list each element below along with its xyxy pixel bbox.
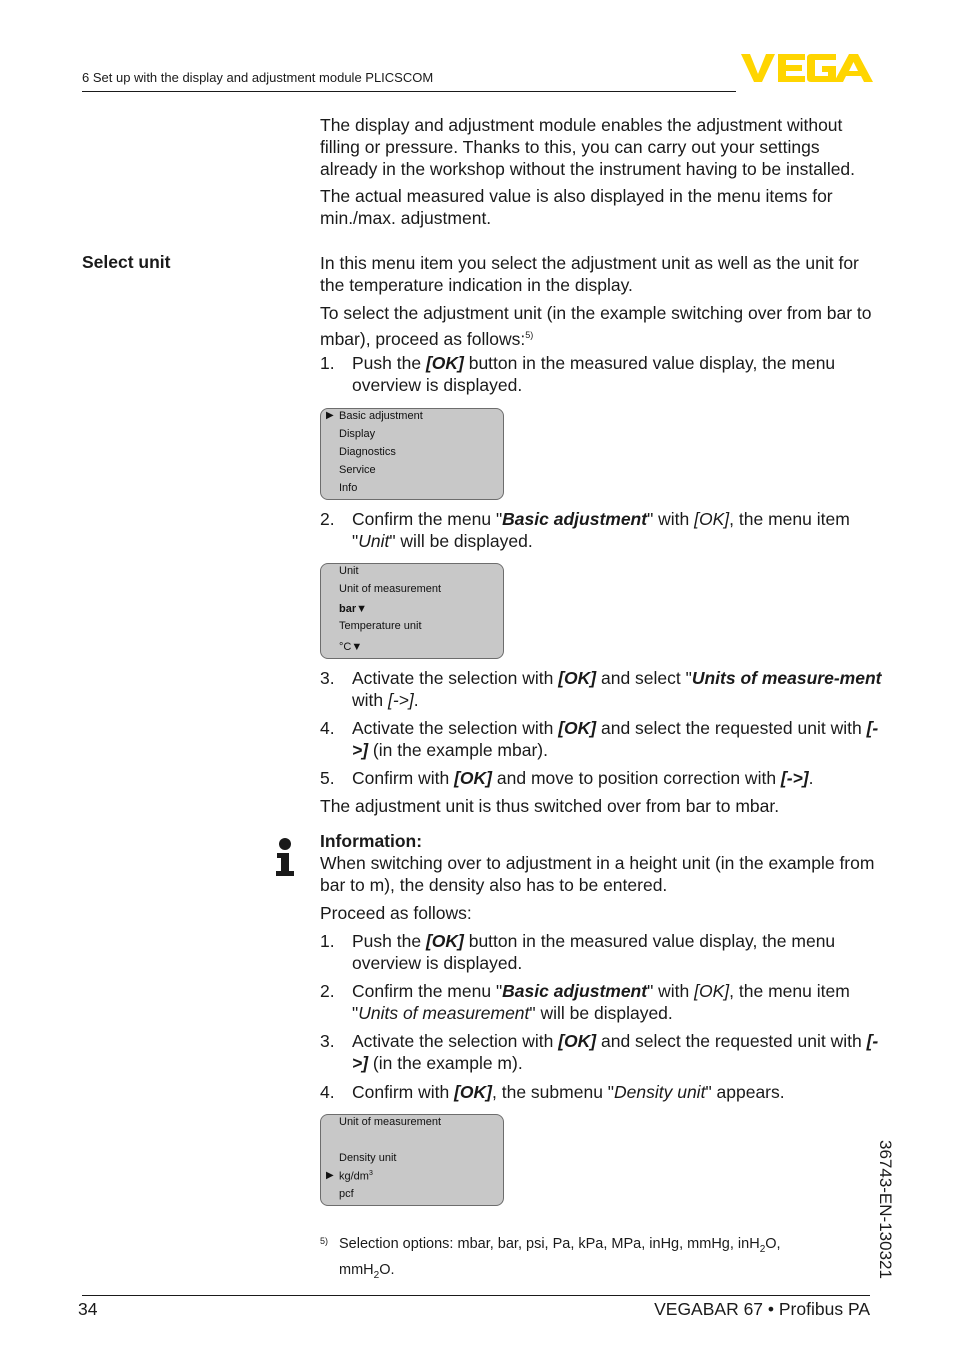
result-paragraph: The adjustment unit is thus switched over from bar to mbar. [320,796,780,816]
lcd-value-unit: bar▼ [339,603,368,615]
information-icon [274,838,296,878]
lcd-title: Unit of measurement [339,1116,442,1128]
cursor-arrow-icon: ▶ [326,410,334,421]
lcd-label-unit-of-measurement: Unit of measurement [339,583,442,595]
lcd-density-unit [320,1114,504,1206]
menu-item-service: Service [339,464,376,476]
footnote-marker: 5) [320,1236,329,1246]
select-unit-heading: Select unit [82,252,171,272]
intro-paragraph-2: The actual measured value is also displayed in the menu items for min./max. adjustment. [320,186,833,228]
vega-logo [741,52,873,84]
menu-item-info: Info [339,482,358,494]
lcd-title: Unit [339,565,359,577]
footnote-ref: 5) [525,330,534,340]
header-rule [82,91,736,92]
menu-item-diagnostics: Diagnostics [339,446,396,458]
cursor-arrow-icon: ▶ [326,1170,334,1181]
information-paragraph-1: When switching over to adjustment in a height unit (in the example from bar to m), the density also has to be entered. [320,853,875,895]
select-unit-paragraph-2: To select the adjustment unit (in the example switching over from bar to mbar), proceed as follows:$^{5)}$ [320,303,872,349]
lcd-unit-menu [320,563,504,659]
intro-paragraph-1: The display and adjustment module enables the adjustment without filling or pressure. Thanks to this, you can carry out your settings already in the workshop without the instrument having to be installed. [320,115,856,179]
menu-item-basic-adjustment: Basic adjustment [339,410,423,422]
lcd-label-density-unit: Density unit [339,1152,397,1164]
information-heading: Information: [320,831,423,851]
lcd-option-kg-dm3: $kg/dm^3$ [339,1170,373,1183]
page-number: 34 [78,1299,98,1319]
footer-rule [82,1295,870,1296]
menu-item-display: Display [339,428,376,440]
footnote-text: Selection options: mbar, bar, psi, Pa, kPa, MPa, inHg, mmHg, inH$_2$O, mmH$_2$O. [339,1236,781,1281]
lcd-label-temperature-unit: Temperature unit [339,620,422,632]
document-id: 36743-EN-130321 [876,1140,895,1279]
select-unit-paragraph-1: In this menu item you select the adjustment unit as well as the unit for the temperature indication in the display. [320,253,859,295]
section-header: 6 Set up with the display and adjustment module PLICSCOM [82,70,434,85]
product-title: VEGABAR 67 • Profibus PA [654,1299,870,1319]
lcd-option-pcf: pcf [339,1188,354,1200]
information-paragraph-2: Proceed as follows: [320,903,472,923]
lcd-value-temperature: °C▼ [339,641,363,653]
lcd-menu-overview [320,408,504,500]
